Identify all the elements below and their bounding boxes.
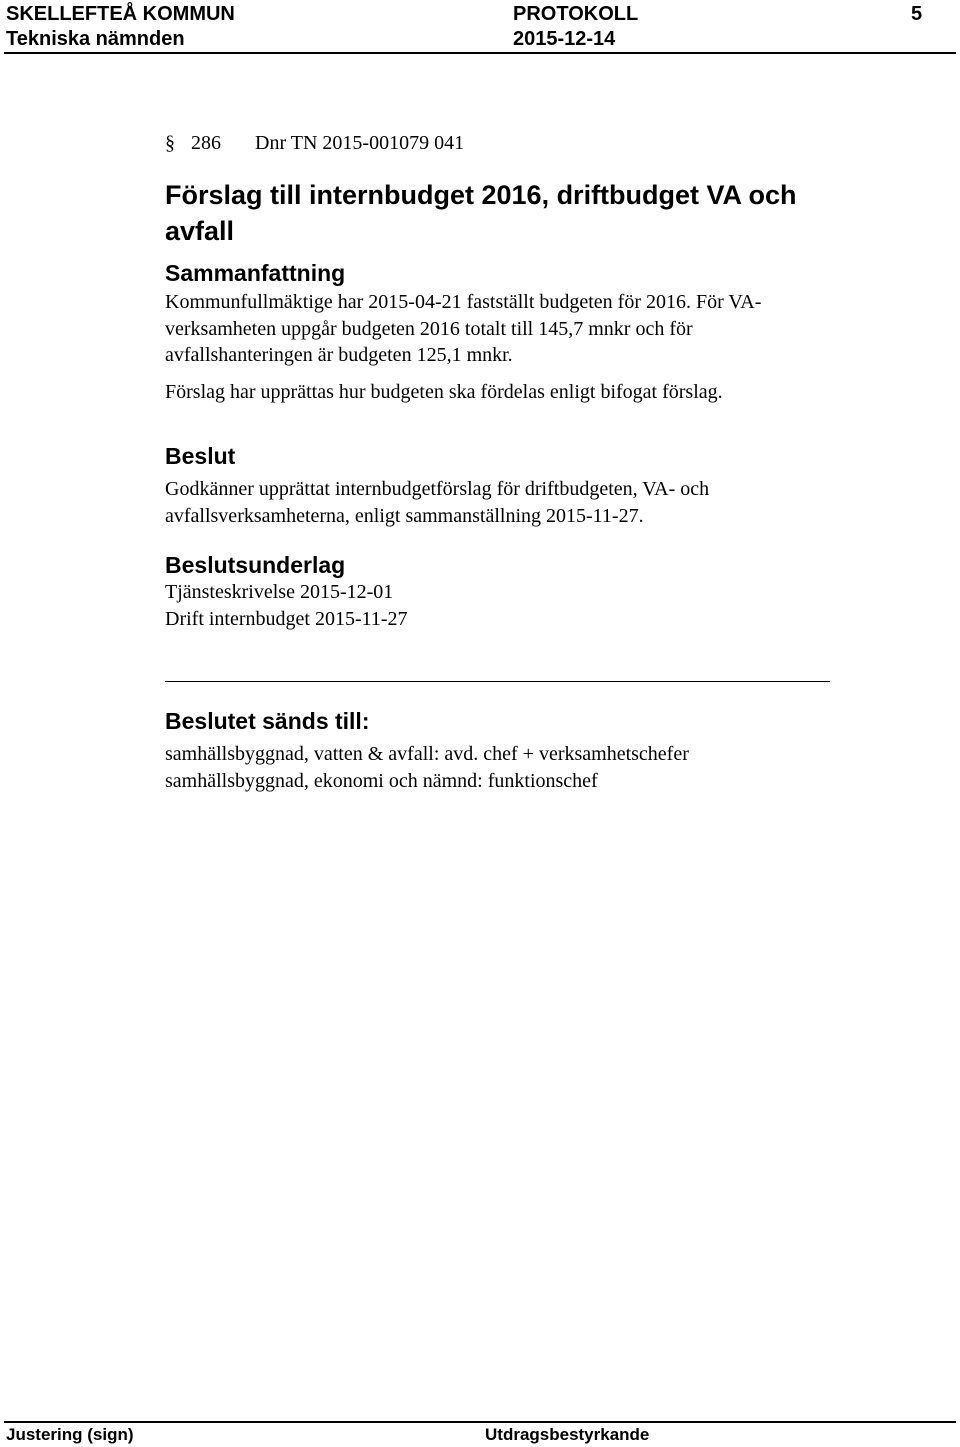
- footer-divider: [4, 1421, 956, 1423]
- section-sign: §: [165, 132, 175, 154]
- organization-name: SKELLEFTEÅ KOMMUN: [6, 3, 235, 25]
- distribution-list: [165, 741, 825, 794]
- section-divider: [165, 681, 830, 682]
- summary-paragraph: Kommunfullmäktige har 2015-04-21 fastställt budgeten för 2016. För VA-verksamheten uppgår budgeten 2016 totalt till 145,7 mnkr och för avfallshanteringen är budgeten 125,1 mnkr.: [165, 291, 762, 366]
- basis-item: Tjänsteskrivelse 2015-12-01: [165, 581, 394, 603]
- meeting-date: 2015-12-14: [513, 28, 616, 50]
- footer-sign-label: Justering (sign): [6, 1425, 134, 1444]
- decision-heading: Beslut: [165, 443, 236, 469]
- distribution-recipient: samhällsbyggnad, ekonomi och nämnd: funktionschef: [165, 769, 598, 792]
- summary-heading: Sammanfattning: [165, 260, 346, 286]
- header-divider: [4, 52, 956, 54]
- document-type: PROTOKOLL: [513, 3, 639, 25]
- paragraph-number: 286: [191, 132, 221, 154]
- decision-text: Godkänner upprättat internbudgetförslag för driftbudgeten, VA- och avfallsverksamheterna, enligt sammanställning 2015-11-27.: [165, 478, 710, 527]
- distribution-recipient: samhällsbyggnad, vatten & avfall: avd. chef + verksamhetschefer: [165, 743, 689, 765]
- basis-list: [165, 579, 825, 632]
- page-number: 5: [911, 3, 923, 25]
- summary-text: [165, 289, 825, 405]
- footer-certification-label: Utdragsbestyrkande: [485, 1425, 650, 1444]
- diary-number: Dnr TN 2015-001079 041: [255, 132, 465, 154]
- summary-paragraph: Förslag har upprättas hur budgeten ska fördelas enligt bifogat förslag.: [165, 380, 723, 403]
- page-title: Förslag till internbudget 2016, driftbudget VA och avfall: [165, 180, 797, 246]
- basis-heading: Beslutsunderlag: [165, 552, 346, 578]
- paragraph-reference: [165, 131, 464, 155]
- distribution-heading: Beslutet sänds till:: [165, 708, 370, 734]
- committee-name: Tekniska nämnden: [6, 28, 185, 50]
- basis-item: Drift internbudget 2015-11-27: [165, 607, 408, 630]
